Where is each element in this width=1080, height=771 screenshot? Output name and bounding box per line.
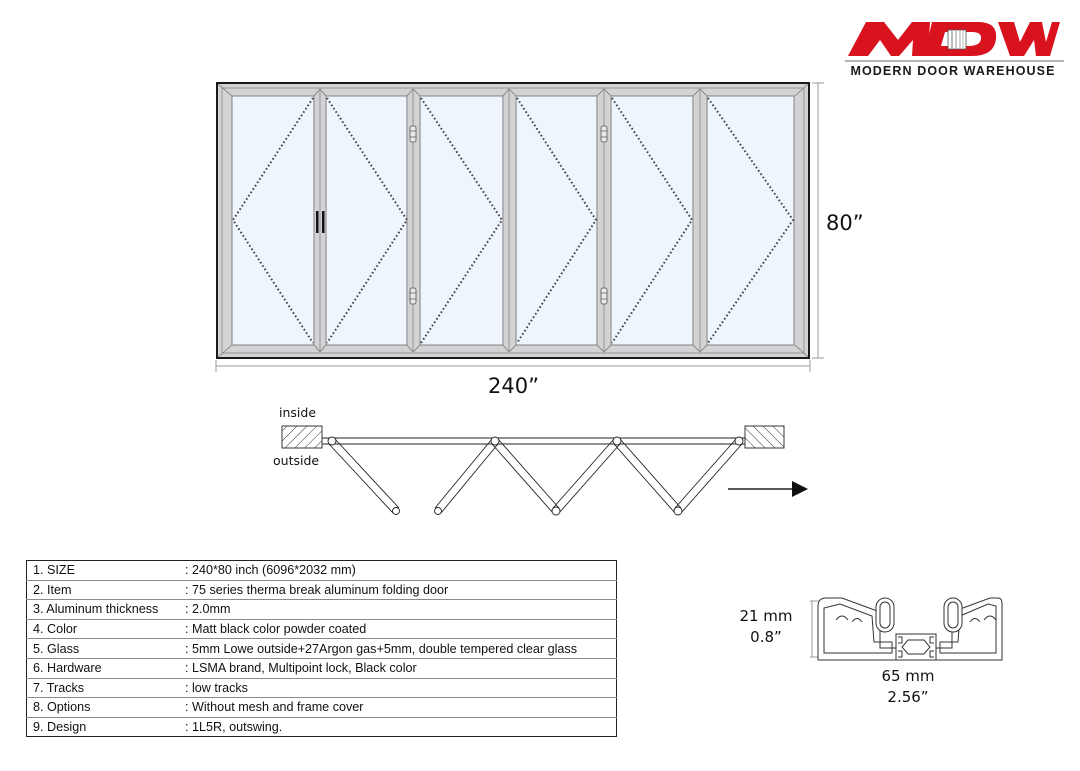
table-row bbox=[27, 717, 617, 737]
spec-value: : LSMA brand, Multipoint lock, Black color bbox=[179, 658, 617, 678]
spec-value: : 1L5R, outswing. bbox=[179, 717, 617, 737]
outside-label: outside bbox=[273, 453, 320, 468]
spec-key: 3. Aluminum thickness bbox=[27, 600, 180, 620]
table-row bbox=[27, 698, 617, 718]
profile-height-in: 0.8” bbox=[750, 628, 782, 646]
table-row bbox=[27, 619, 617, 639]
table-row bbox=[27, 600, 617, 620]
profile-width-in: 2.56” bbox=[887, 688, 929, 706]
table-row bbox=[27, 561, 617, 581]
profile-height-mm: 21 mm bbox=[739, 607, 793, 625]
profile-height-label bbox=[728, 606, 804, 648]
spec-value: : 240*80 inch (6096*2032 mm) bbox=[185, 563, 356, 578]
door-elevation bbox=[216, 83, 824, 372]
spec-key: 7. Tracks bbox=[27, 678, 180, 698]
table-row bbox=[27, 678, 617, 698]
brand-name: MODERN DOOR WAREHOUSE bbox=[850, 64, 1056, 78]
mdw-logo bbox=[845, 22, 1064, 61]
spec-key: 2. Item bbox=[27, 580, 180, 600]
spec-key: 1. SIZE bbox=[33, 563, 75, 578]
table-row bbox=[27, 658, 617, 678]
spec-table bbox=[26, 560, 617, 737]
spec-value: : 2.0mm bbox=[179, 600, 617, 620]
spec-value: : Matt black color powder coated bbox=[179, 619, 617, 639]
table-row bbox=[27, 580, 617, 600]
spec-key: 5. Glass bbox=[27, 639, 180, 659]
profile-width-label bbox=[868, 666, 948, 708]
inside-label: inside bbox=[279, 405, 317, 420]
spec-key: 4. Color bbox=[27, 619, 180, 639]
spec-value: : 75 series therma break aluminum folding door bbox=[179, 580, 617, 600]
arrow-right-icon bbox=[792, 481, 808, 497]
handle-icon bbox=[316, 211, 319, 233]
width-dimension-label: 240” bbox=[488, 374, 539, 398]
fold-plan-view bbox=[282, 426, 808, 515]
spec-value: : low tracks bbox=[179, 678, 617, 698]
spec-key: 9. Design bbox=[27, 717, 180, 737]
spec-key: 8. Options bbox=[27, 698, 180, 718]
table-row bbox=[27, 639, 617, 659]
height-dimension-label: 80” bbox=[826, 211, 864, 235]
profile-width-mm: 65 mm bbox=[881, 667, 935, 685]
spec-key: 6. Hardware bbox=[27, 658, 180, 678]
spec-value: : Without mesh and frame cover bbox=[179, 698, 617, 718]
profile-section bbox=[810, 598, 1002, 660]
spec-value: : 5mm Lowe outside+27Argon gas+5mm, double tempered clear glass bbox=[179, 639, 617, 659]
